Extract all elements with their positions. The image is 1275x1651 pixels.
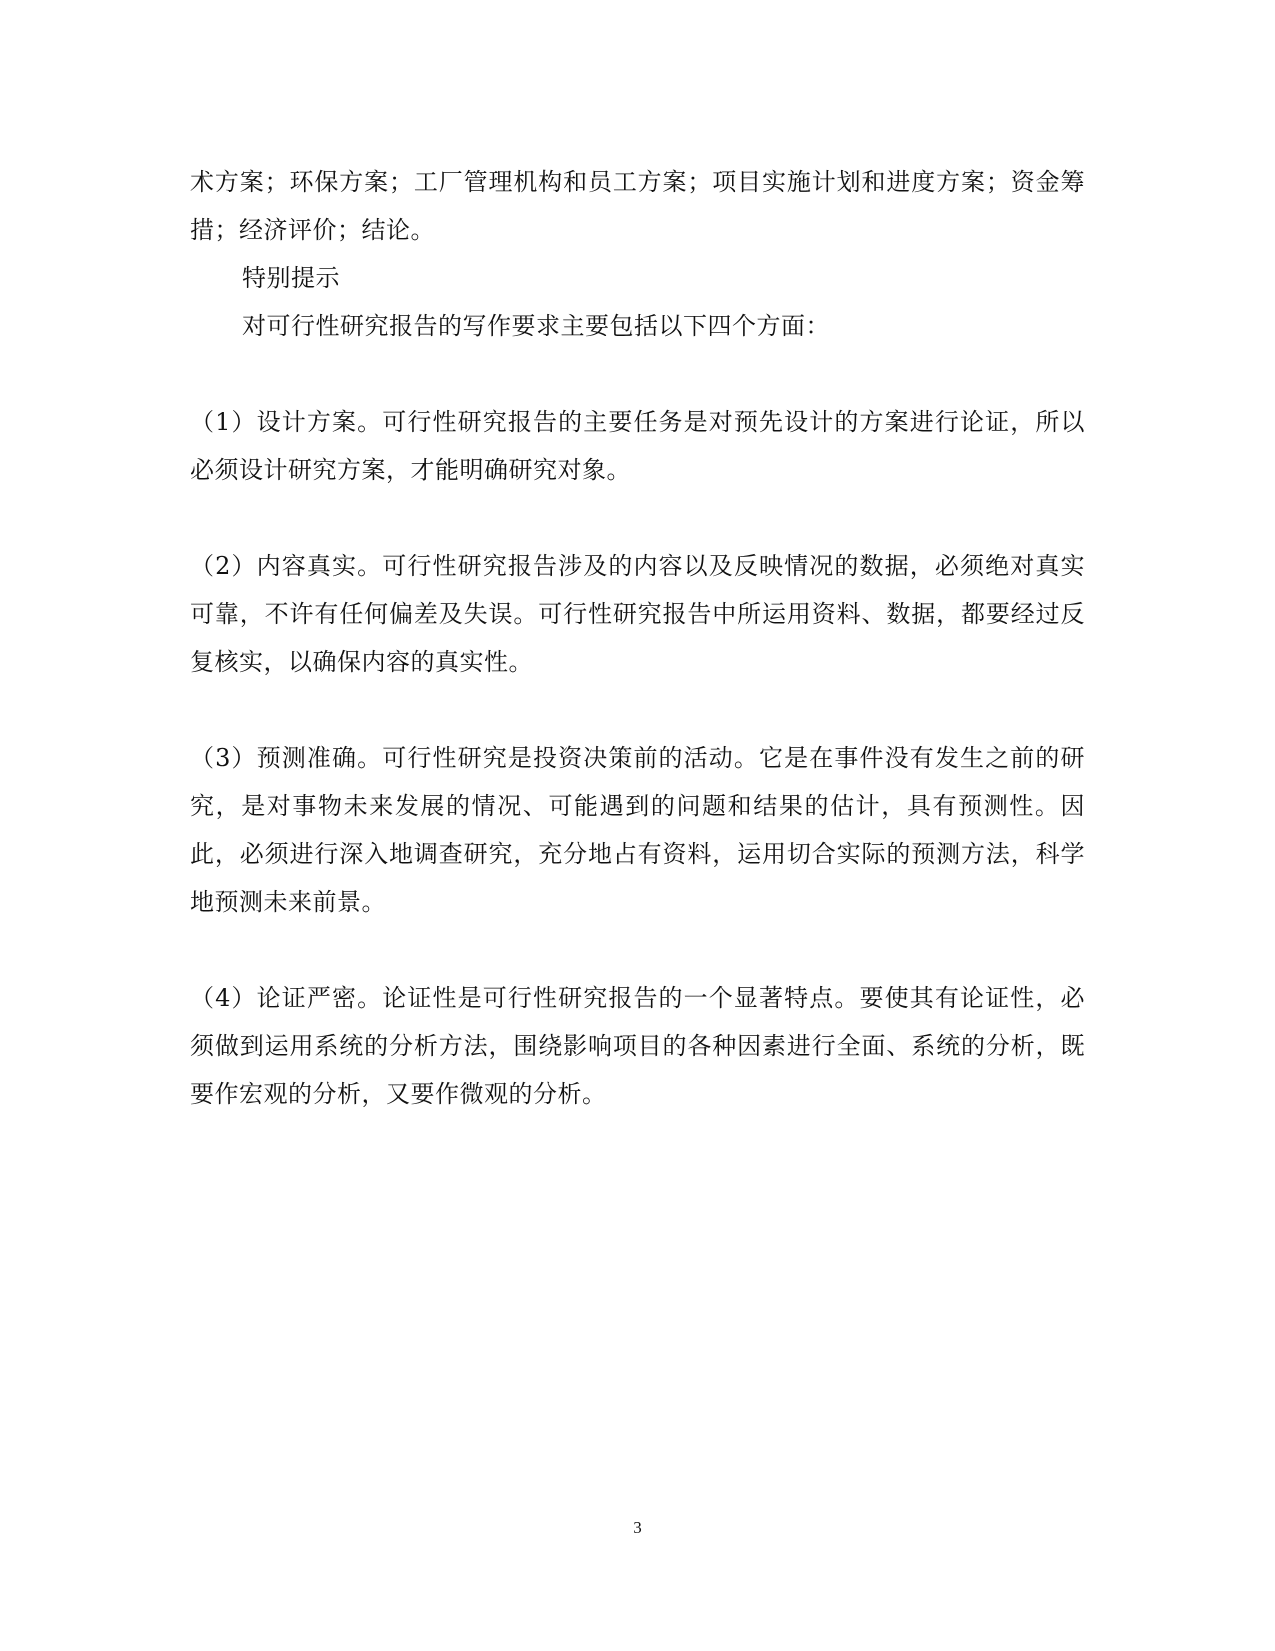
paragraph-intro: 对可行性研究报告的写作要求主要包括以下四个方面： (242, 312, 830, 340)
paragraph-item-3: （3）预测准确。可行性研究是投资决策前的活动。它是在事件没有发生之前的研究，是对事物未来发展的情况、可能遇到的问题和结果的估计，具有预测性。因此，必须进行深入地调查研究，充分地占有资料，运用切合实际的预测方法，科学地预测未来前景。 (190, 744, 1085, 916)
page-number: 3 (633, 1518, 642, 1537)
paragraph-item-1: （1）设计方案。可行性研究报告的主要任务是对预先设计的方案进行论证，所以必须设计研究方案，才能明确研究对象。 (190, 408, 1085, 484)
paragraph-continuation: 术方案；环保方案；工厂管理机构和员工方案；项目实施计划和进度方案；资金筹措；经济评价；结论。 (190, 168, 1085, 244)
paragraph-item-4: （4）论证严密。论证性是可行性研究报告的一个显著特点。要使其有论证性，必须做到运用系统的分析方法，围绕影响项目的各种因素进行全面、系统的分析，既要作宏观的分析，又要作微观的分析。 (190, 984, 1085, 1108)
document-body (190, 158, 1085, 1118)
paragraph-item-2: （2）内容真实。可行性研究报告涉及的内容以及反映情况的数据，必须绝对真实可靠，不许有任何偏差及失误。可行性研究报告中所运用资料、数据，都要经过反复核实，以确保内容的真实性。 (190, 552, 1085, 676)
section-heading-special-note: 特别提示 (242, 264, 340, 292)
